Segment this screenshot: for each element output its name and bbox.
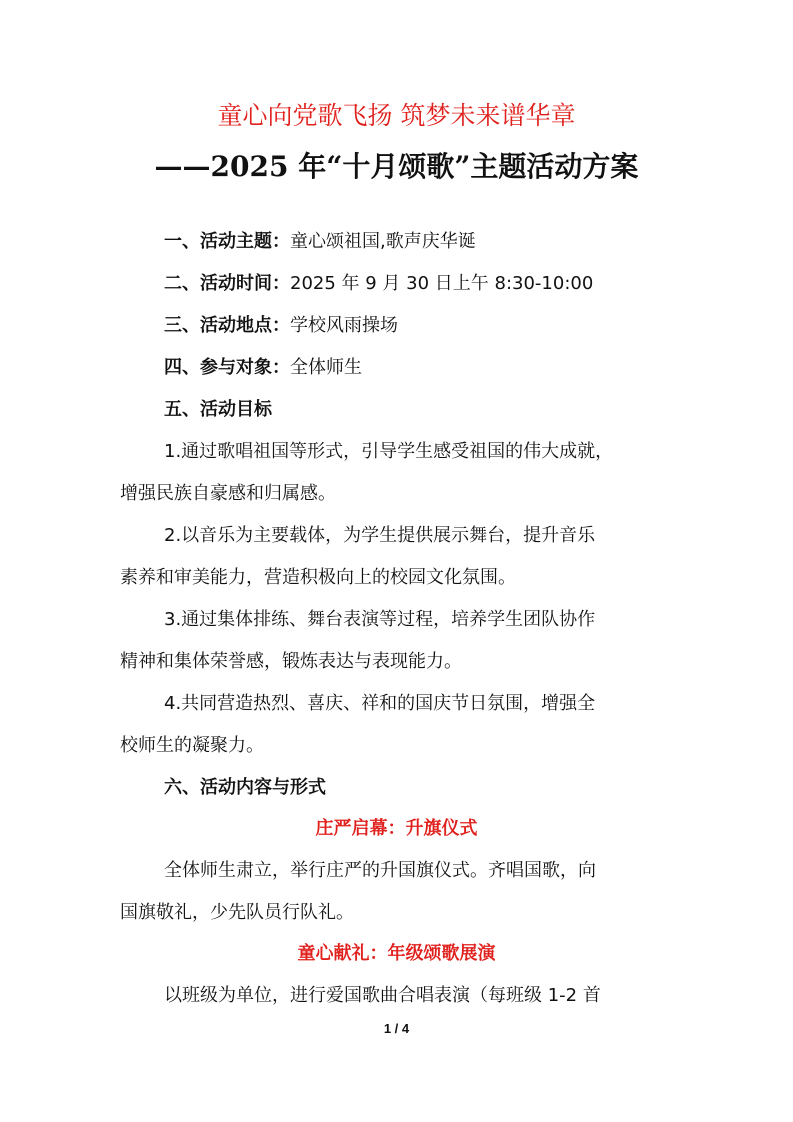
part-title-flag-ceremony: 庄严启幕：升旗仪式 — [315, 818, 478, 839]
document-title: ——2025 年“十月颂歌”主题活动方案 — [154, 150, 639, 183]
info-line-location — [164, 312, 724, 340]
info-value: 2025 年 9 月 30 日上午 8:30-10:00 — [290, 273, 594, 294]
goal-3-line-2: 精神和集体荣誉感，锻炼表达与表现能力。 — [120, 651, 462, 672]
page-number: 1 / 4 — [383, 1021, 410, 1036]
info-value: 全体师生 — [290, 357, 362, 378]
goal-4-line-2: 校师生的凝聚力。 — [120, 735, 264, 756]
info-label: 三、活动地点： — [164, 315, 290, 336]
goal-3-line-1: 3.通过集体排练、舞台表演等过程，培养学生团队协作 — [164, 609, 596, 630]
part-1-line-2: 国旗敬礼，少先队员行队礼。 — [120, 902, 354, 923]
info-line-participants — [164, 354, 724, 382]
section-heading-content: 六、活动内容与形式 — [164, 777, 326, 798]
info-value: 童心颂祖国,歌声庆华诞 — [290, 231, 476, 252]
goal-1-line-1: 1.通过歌唱祖国等形式，引导学生感受祖国的伟大成就， — [164, 441, 614, 462]
part-1-line-1: 全体师生肃立，举行庄严的升国旗仪式。齐唱国歌，向 — [164, 860, 596, 881]
info-line-time — [164, 270, 724, 298]
document-subtitle-red: 童心向党歌飞扬 筑梦未来谱华章 — [217, 101, 576, 130]
info-label: 四、参与对象： — [164, 357, 290, 378]
goal-1-line-2: 增强民族自豪感和归属感。 — [120, 483, 336, 504]
part-title-grade-performance: 童心献礼：年级颂歌展演 — [297, 943, 496, 964]
info-line-theme — [164, 228, 724, 256]
info-label: 二、活动时间： — [164, 273, 290, 294]
goal-2-line-1: 2.以音乐为主要载体，为学生提供展示舞台，提升音乐 — [164, 525, 596, 546]
part-2-line-1: 以班级为单位，进行爱国歌曲合唱表演（每班级 1-2 首 — [164, 985, 601, 1006]
goal-4-line-1: 4.共同营造热烈、喜庆、祥和的国庆节日氛围，增强全 — [164, 693, 596, 714]
goal-2-line-2: 素养和审美能力，营造积极向上的校园文化氛围。 — [120, 567, 516, 588]
info-value: 学校风雨操场 — [290, 315, 398, 336]
section-heading-goals: 五、活动目标 — [164, 399, 272, 420]
info-label: 一、活动主题： — [164, 231, 290, 252]
